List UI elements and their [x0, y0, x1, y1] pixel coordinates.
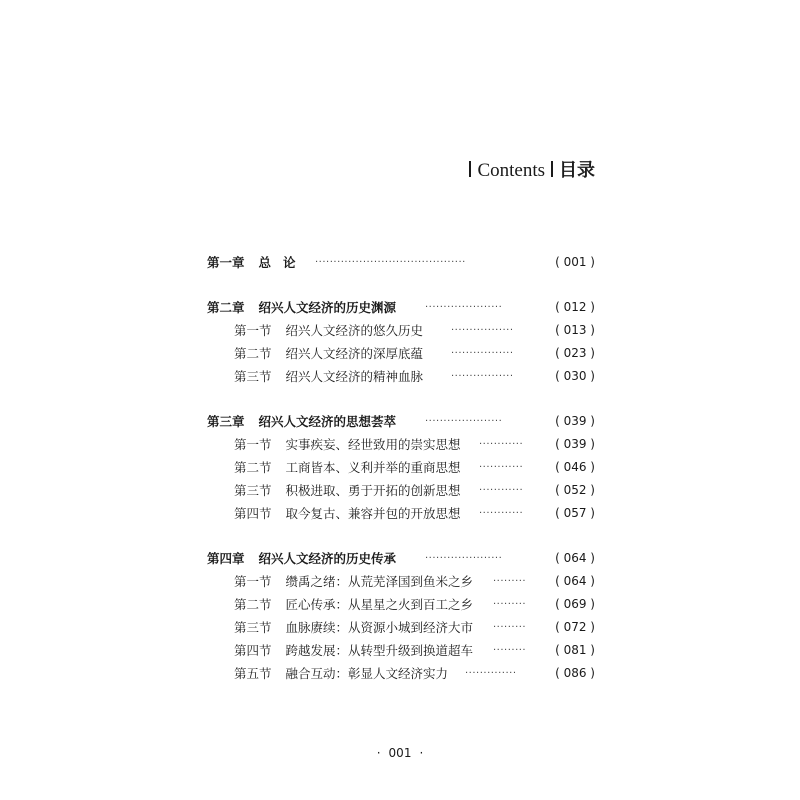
- heading-cn: 目录: [559, 160, 595, 181]
- section-number: 第五节: [234, 666, 272, 681]
- dot-leader: ·········: [493, 576, 527, 587]
- dot-leader: ·················: [451, 325, 514, 336]
- page-ref: ( 039 ): [555, 414, 595, 428]
- dot-leader: ············: [479, 508, 524, 519]
- section-title: 融合互动：彰显人文经济实力: [285, 666, 449, 681]
- section-number: 第一节: [234, 437, 272, 452]
- section-title: 跨越发展：从转型升级到换道超车: [285, 643, 474, 658]
- page-ref: ( 086 ): [555, 666, 595, 680]
- chapter-number: 第一章: [207, 255, 245, 270]
- toc-section-entry[interactable]: [207, 365, 595, 388]
- section-title: 血脉赓续：从资源小城到经济大市: [285, 620, 474, 635]
- page-ref: ( 069 ): [555, 597, 595, 611]
- dot-leader: ·····················: [425, 302, 503, 313]
- dot-leader: ·········································: [315, 257, 466, 268]
- page-ref: ( 057 ): [555, 506, 595, 520]
- section-title: 匠心传承：从星星之火到百工之乡: [285, 597, 474, 612]
- dot-leader: ·················: [451, 371, 514, 382]
- section-title: 工商皆本、义利并举的重商思想: [285, 460, 461, 475]
- page-number: 001: [388, 746, 412, 760]
- page-ref: ( 046 ): [555, 460, 595, 474]
- toc-section-entry[interactable]: [207, 616, 595, 639]
- dot-leader: ·················: [451, 348, 514, 359]
- chapter-4: [207, 547, 595, 685]
- section-title: 绍兴人文经济的悠久历史: [285, 323, 424, 338]
- section-title: 积极进取、勇于开拓的创新思想: [285, 483, 461, 498]
- chapter-title: 绍兴人文经济的历史渊源: [258, 300, 397, 315]
- section-title: 实事疾妄、经世致用的崇实思想: [285, 437, 461, 452]
- page-ref: ( 001 ): [555, 255, 595, 269]
- page-ref: ( 012 ): [555, 300, 595, 314]
- section-title: 取今复古、兼容并包的开放思想: [285, 506, 461, 521]
- dot-leader: ·········: [493, 599, 527, 610]
- section-number: 第一节: [234, 323, 272, 338]
- section-number: 第二节: [234, 460, 272, 475]
- toc-section-entry[interactable]: [207, 433, 595, 456]
- dot-leader: ·········: [493, 645, 527, 656]
- page-ref: ( 052 ): [555, 483, 595, 497]
- chapter-2: [207, 296, 595, 388]
- chapter-number: 第三章: [207, 414, 245, 429]
- dot-leader: ·····················: [425, 553, 503, 564]
- toc-section-entry[interactable]: [207, 662, 595, 685]
- section-number: 第四节: [234, 506, 272, 521]
- section-title: 缵禹之绪：从荒芜泽国到鱼米之乡: [285, 574, 474, 589]
- chapter-title-part: 总: [258, 255, 272, 270]
- chapter-1: [207, 251, 595, 274]
- dot-leader: ··············: [465, 668, 517, 679]
- toc-section-entry[interactable]: [207, 593, 595, 616]
- dot-leader: ·····················: [425, 416, 503, 427]
- toc-section-entry[interactable]: [207, 639, 595, 662]
- footer-mark-left: ·: [376, 746, 381, 760]
- toc-chapter-entry[interactable]: [207, 296, 595, 319]
- section-number: 第三节: [234, 483, 272, 498]
- heading-bar-right: [551, 161, 553, 177]
- heading-bar-left: [469, 161, 471, 177]
- section-number: 第一节: [234, 574, 272, 589]
- toc-section-entry[interactable]: [207, 456, 595, 479]
- page-footer: [0, 746, 800, 760]
- chapter-number: 第四章: [207, 551, 245, 566]
- toc-section-entry[interactable]: [207, 342, 595, 365]
- toc-section-entry[interactable]: [207, 479, 595, 502]
- chapter-3: [207, 410, 595, 525]
- toc-section-entry[interactable]: [207, 570, 595, 593]
- dot-leader: ············: [479, 462, 524, 473]
- page-ref: ( 064 ): [555, 551, 595, 565]
- section-number: 第二节: [234, 597, 272, 612]
- page-ref: ( 064 ): [555, 574, 595, 588]
- section-number: 第三节: [234, 369, 272, 384]
- section-number: 第二节: [234, 346, 272, 361]
- section-number: 第三节: [234, 620, 272, 635]
- toc-chapter-entry[interactable]: [207, 547, 595, 570]
- chapter-title-part: 论: [283, 255, 296, 270]
- page-ref: ( 081 ): [555, 643, 595, 657]
- toc-chapter-entry[interactable]: [207, 251, 595, 274]
- page-ref: ( 023 ): [555, 346, 595, 360]
- chapter-title: 绍兴人文经济的历史传承: [258, 551, 397, 566]
- page-ref: ( 072 ): [555, 620, 595, 634]
- dot-leader: ·········: [493, 622, 527, 633]
- dot-leader: ············: [479, 485, 524, 496]
- table-of-contents: [207, 251, 595, 707]
- heading-en: Contents: [477, 160, 545, 181]
- toc-section-entry[interactable]: [207, 502, 595, 525]
- page-ref: ( 030 ): [555, 369, 595, 383]
- contents-heading: [463, 156, 595, 182]
- toc-chapter-entry[interactable]: [207, 410, 595, 433]
- section-number: 第四节: [234, 643, 272, 658]
- dot-leader: ············: [479, 439, 524, 450]
- toc-section-entry[interactable]: [207, 319, 595, 342]
- chapter-title: 绍兴人文经济的思想荟萃: [258, 414, 397, 429]
- section-title: 绍兴人文经济的深厚底蕴: [285, 346, 424, 361]
- chapter-title: [259, 255, 296, 270]
- page-ref: ( 039 ): [555, 437, 595, 451]
- footer-mark-right: ·: [419, 746, 424, 760]
- section-title: 绍兴人文经济的精神血脉: [285, 369, 424, 384]
- page-ref: ( 013 ): [555, 323, 595, 337]
- chapter-number: 第二章: [207, 300, 245, 315]
